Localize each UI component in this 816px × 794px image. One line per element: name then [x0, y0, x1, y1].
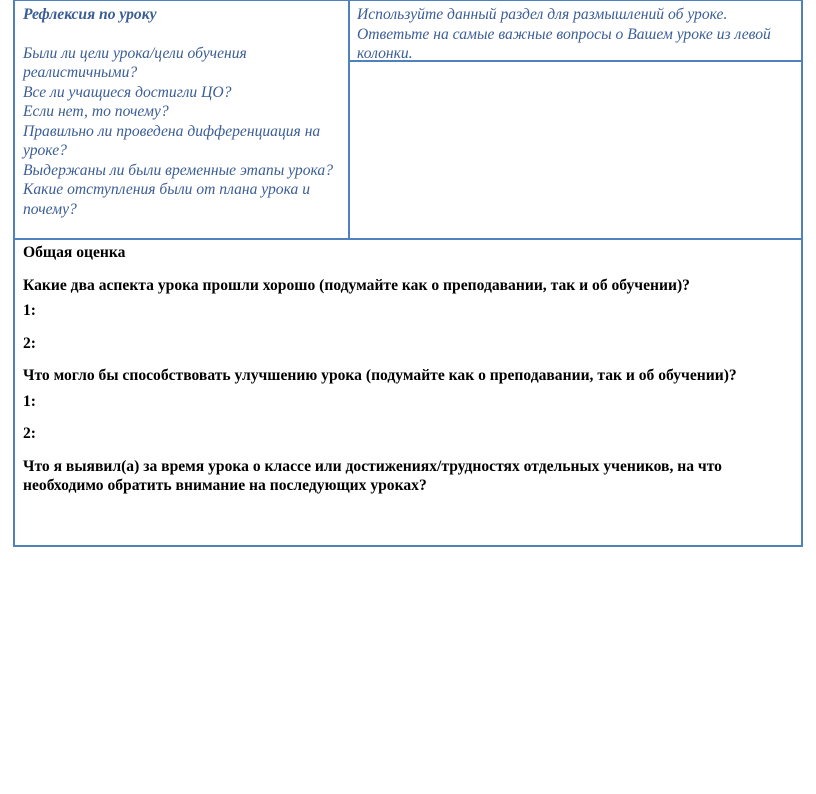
assessment-title: Общая оценка	[23, 244, 126, 261]
question-time-stages: Выдержаны ли были временные этапы урока?	[23, 161, 333, 179]
reflection-title: Рефлексия по уроку	[23, 6, 157, 23]
question-goals-realistic: Были ли цели урока/цели обучения реалистичными?	[23, 44, 247, 81]
improvement-item-2: 2:	[23, 425, 36, 442]
question-differentiation: Правильно ли проведена дифференциация на уроке?	[23, 122, 321, 159]
reflection-row	[15, 1, 801, 240]
assessment-cell	[15, 240, 801, 546]
went-well-item-1: 1:	[23, 302, 36, 319]
question-observations: Что я выявил(а) за время урока о классе или достижениях/трудностях отдельных учеников, на что необходимо обратить внимание на последующих уроках?	[23, 457, 722, 494]
question-goals-achieved: Все ли учащиеся достигли ЦО?	[23, 83, 232, 101]
went-well-item-2: 2:	[23, 334, 36, 352]
improvement-item-1: 1:	[23, 392, 36, 410]
question-went-well: Какие два аспекта урока прошли хорошо (подумайте как о преподавании, так и об обучении)?	[23, 276, 690, 294]
question-improvements: Что могло бы способствовать улучшению урока (подумайте как о преподавании, так и об обучении)?	[23, 367, 737, 384]
reflection-answer-cell	[350, 1, 801, 238]
question-deviations: Какие отступления были от плана урока и почему?	[23, 181, 310, 218]
reflection-instruction: Используйте данный раздел для размышлений об уроке. Ответьте на самые важные вопросы о Вашем уроке из левой колонки.	[350, 1, 801, 62]
question-why-not: Если нет, то почему?	[23, 103, 169, 120]
reflection-questions-cell	[15, 1, 350, 238]
reflection-table	[13, 0, 803, 547]
